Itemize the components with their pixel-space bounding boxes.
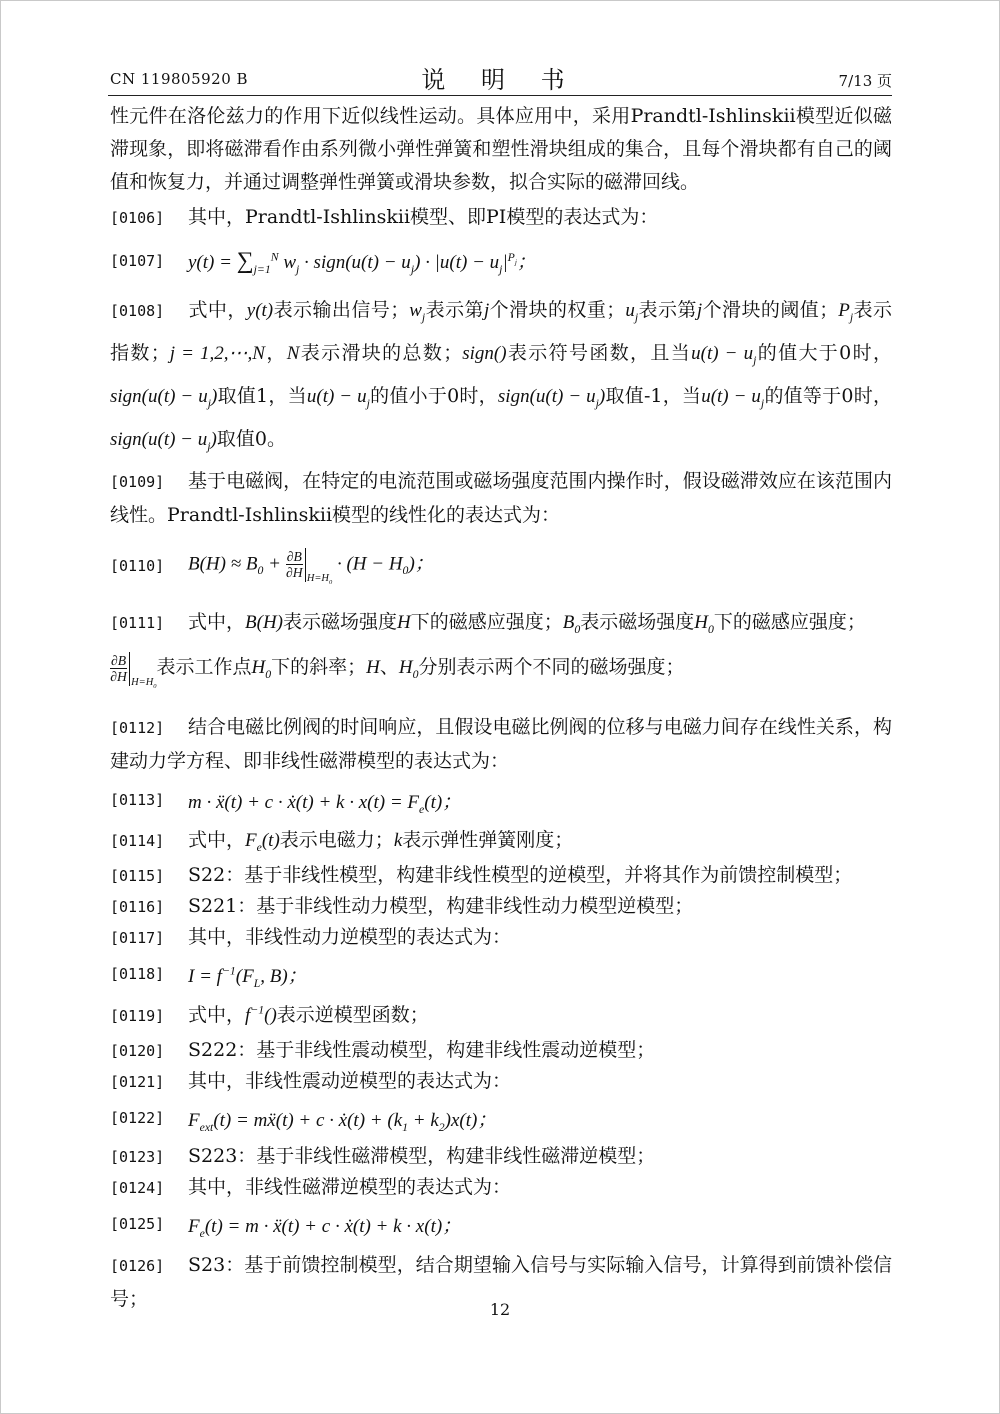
paragraph-text: S222：基于非线性震动模型，构建非线性震动逆模型； [188, 1039, 656, 1061]
math-inline: N [286, 343, 300, 364]
continued-paragraph: 性元件在洛伦兹力的作用下近似线性运动。具体应用中，采用Prandtl-Ishlinskii模型近似磁滞现象，即将磁滞看作由系列微小弹性弹簧和塑性滑块组成的集合，且每个滑块都有自己的阈值和恢复力，并通过调整弹性弹簧或滑块参数，拟合实际的磁滞回线。 [110, 105, 892, 193]
paragraph-text: S223：基于非线性磁滞模型，构建非线性磁滞逆模型； [188, 1145, 656, 1167]
paragraph-number: [0115] [110, 867, 165, 885]
paragraph-text: S221：基于非线性动力模型，构建非线性动力模型逆模型； [188, 895, 694, 917]
math-inline: $H_0$ [398, 657, 419, 681]
equation-0122 [110, 1097, 892, 1139]
paragraph-number: [0116] [110, 898, 165, 916]
paragraph-number: [0125] [110, 1215, 165, 1233]
text: 个滑块的阈值； [702, 299, 839, 321]
text: 表示滑块的总数； [299, 342, 463, 364]
paragraph-0112 [110, 711, 892, 778]
equation-0107 [110, 237, 892, 285]
text: 表示符号函数，且当 [506, 342, 692, 364]
paragraph-number: [0114] [110, 832, 165, 850]
text: 下的磁感应强度； [713, 611, 866, 633]
paragraph-text: 其中，非线性动力逆模型的表达式为： [188, 926, 512, 948]
math-inline: j [696, 300, 703, 321]
math-inline: $H_0$ [251, 657, 272, 681]
text: 式中， [188, 611, 246, 633]
paragraph-0115 [110, 860, 892, 891]
text: 、 [379, 656, 399, 678]
math-inline: $F_e(t)$ [245, 830, 280, 854]
paragraph-0111 [110, 600, 892, 705]
paragraph-number: [0106] [110, 209, 165, 227]
formula-linearized: $B(H) \approx B_0$ + $\frac{\partial B}{\partial H}$ $_{H=H_0} \cdot (H - H_0)$； [188, 549, 434, 587]
paragraph-0124 [110, 1172, 892, 1203]
math-inline: H [397, 612, 411, 633]
math-inline: $u(t) - u_j$ [691, 343, 757, 367]
text: 表示第 [638, 299, 697, 321]
paragraph-number: [0108] [110, 302, 165, 320]
math-inline: j [483, 300, 490, 321]
math-inline: $P_j$ [838, 300, 854, 324]
text: 的值大于0时， [756, 342, 892, 364]
paragraph-number: [0121] [110, 1073, 165, 1091]
paragraph-number: [0107] [110, 252, 165, 270]
paragraph-0106 [110, 201, 892, 235]
math-inline: sign() [462, 343, 507, 364]
paragraph-number: [0118] [110, 965, 165, 983]
formula-hysteresis-inverse: $F_e(t) = m$ · ẍ(t) + c · ẋ(t) + k · x(t)； [188, 1215, 462, 1240]
paragraph-0109 [110, 465, 892, 532]
math-inline: sign(u(t) − $u_j$) [497, 386, 606, 410]
paragraph-text: 基于电磁阀，在特定的电流范围或磁场强度范围内操作时，假设磁滞效应在该范围内线性。Prandtl-Ishlinskii模型的线性化的表达式为： [110, 470, 892, 526]
formula-vibration-inverse: $F_{ext}(t)$ = mẍ(t) + c · ẋ(t) + $(k_1 + k_2)x(t)$； [188, 1109, 497, 1134]
text: 的值等于0时， [764, 385, 892, 407]
paragraph-number: [0111] [110, 614, 165, 632]
paragraph-0121 [110, 1066, 892, 1097]
text: 表示电磁力； [279, 829, 394, 851]
paragraph-text: 其中，非线性震动逆模型的表达式为： [188, 1070, 512, 1092]
text: 取值1，当 [217, 385, 307, 407]
paragraph-text: S23：基于前馈控制模型，结合期望输入信号与实际输入信号，计算得到前馈补偿信号； [110, 1254, 892, 1310]
text: 取值0。 [216, 428, 286, 450]
text: 下的斜率； [271, 656, 367, 678]
math-inline: y(t) [246, 300, 274, 321]
text: 表示磁场强度 [580, 611, 695, 633]
math-inline: sign(u(t) − $u_j$) [110, 386, 218, 410]
page-number: 12 [489, 1300, 511, 1319]
math-inline: $\frac{\partial B}{\partial H}$ $_{H=H_0}$ [110, 653, 157, 691]
paragraph-0120 [110, 1035, 892, 1066]
paragraph-0116 [110, 891, 892, 922]
paragraph-number: [0113] [110, 791, 165, 809]
paragraph-text: 其中，Prandtl-Ishlinskii模型、即PI模型的表达式为： [188, 206, 659, 228]
equation-0118 [110, 953, 892, 995]
text: 下的磁感应强度； [410, 611, 563, 633]
equation-0110 [110, 536, 892, 596]
paragraph-number: [0124] [110, 1179, 165, 1197]
text: 表示磁场强度 [283, 611, 398, 633]
text: 式中， [188, 1004, 246, 1026]
math-inline: $H_0$ [694, 612, 714, 636]
text: 表示逆模型函数； [276, 1004, 429, 1026]
text: 表示第 [425, 299, 484, 321]
formula-dynamics: m · ẍ(t) + c · ẋ(t) + $k \cdot x(t) = F_e(t)$； [188, 791, 462, 816]
paragraph-number: [0109] [110, 473, 165, 491]
paragraph-0117 [110, 922, 892, 953]
paragraph-0123 [110, 1141, 892, 1172]
text: 取值-1，当 [605, 385, 702, 407]
text: 分别表示两个不同的磁场强度； [418, 656, 685, 678]
text: 式中， [188, 299, 247, 321]
paragraph-number: [0119] [110, 1007, 165, 1025]
math-inline: $u(t) - u_j$ [701, 386, 765, 410]
paragraph-text: 其中，非线性磁滞逆模型的表达式为： [188, 1176, 512, 1198]
paragraph-number: [0126] [110, 1257, 165, 1275]
doc-number: CN 119805920 B [110, 70, 249, 88]
text: 表示工作点 [156, 656, 252, 678]
math-inline: $f^{-1}()$ [245, 1003, 277, 1026]
paragraph-number: [0122] [110, 1109, 165, 1127]
text: 的值小于0时， [369, 385, 498, 407]
paragraph-number: [0117] [110, 929, 165, 947]
text: 式中， [188, 829, 246, 851]
text: 个滑块的权重； [489, 299, 626, 321]
math-inline: $w_j$ [409, 300, 426, 324]
paragraph-text: S22：基于非线性模型，构建非线性模型的逆模型，并将其作为前馈控制模型； [188, 864, 853, 886]
equation-0125 [110, 1203, 892, 1245]
math-inline: $B_0$ [562, 612, 581, 636]
text: 表示指数； [110, 299, 892, 364]
paragraph-0108: [0108] 式中，y(t)表示输出信号；$w_j$表示第j个滑块的权重；$u_j$表示第j个滑块的阈值；$P_j$表示指数；j = 1,2,⋯,N，N表示滑块的总数；sign()表示符号函数，且当$u(t) - u_j$的值大于0时，sign(u(t) − $u_j$)取值1，当$u(t) - u_j$的值小于0时，sign(u(t) − $u_j$)取值-1，当$u(t) - u_j$的值等于0时，sign(u(t) − $u_j$)取值0。 [110, 289, 892, 461]
math-inline: $u_j$ [625, 300, 639, 324]
paragraph-0119 [110, 999, 892, 1033]
math-inline: B(H) [245, 612, 283, 633]
formula-pi-model: $y(t) = \sum_{j=1}^N$ $w_j$ · sign(u(t) − $u_j) \cdot |u(t) - u_j|^{P_j}$； [188, 248, 536, 276]
header-rule [108, 95, 892, 96]
math-inline: k [393, 830, 403, 851]
paragraph-number: [0110] [110, 557, 165, 575]
equation-0113 [110, 780, 892, 820]
paragraph-number: [0120] [110, 1042, 165, 1060]
paragraph-number: [0112] [110, 719, 165, 737]
math-inline: j = 1,2,⋯,N [169, 343, 265, 364]
math-inline: H [366, 657, 380, 678]
page-indicator: 7/13 页 [838, 72, 892, 90]
math-inline: $u(t) - u_j$ [306, 386, 370, 410]
paragraph-text: 结合电磁比例阀的时间响应，且假设电磁比例阀的位移与电磁力间存在线性关系，构建动力学方程、即非线性磁滞模型的表达式为： [110, 716, 892, 772]
formula-inverse-dynamics: $I = f^{-1}(F_L$, B)； [188, 964, 307, 990]
math-inline: sign(u(t) − $u_j$) [110, 429, 217, 453]
text: 表示弹性弹簧刚度； [402, 829, 574, 851]
text: 表示输出信号； [273, 299, 410, 321]
doc-title: 说 明 书 [421, 66, 579, 94]
document-body [110, 100, 892, 1316]
paragraph-number: [0123] [110, 1148, 165, 1166]
paragraph-0114 [110, 824, 892, 858]
